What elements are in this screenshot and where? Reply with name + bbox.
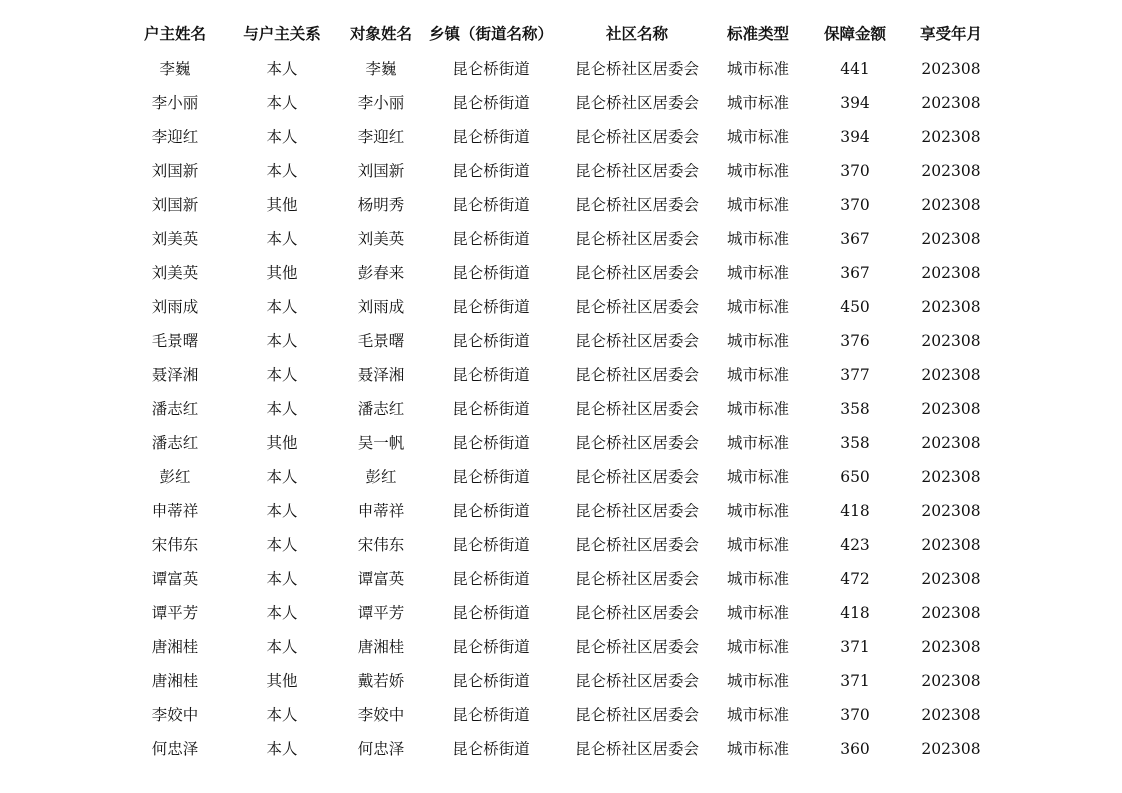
cell-township: 昆仑桥街道 <box>452 638 530 656</box>
cell-standard-type: 城市标准 <box>726 264 789 282</box>
table-row <box>0 52 1122 86</box>
cell-community: 昆仑桥社区居委会 <box>574 298 699 316</box>
table-row <box>0 732 1122 766</box>
table-row <box>0 256 1122 290</box>
cell-standard-type: 城市标准 <box>726 468 789 486</box>
cell-township: 昆仑桥街道 <box>452 740 530 758</box>
cell-householder-name: 彭红 <box>159 468 191 486</box>
cell-period: 202308 <box>921 434 981 452</box>
cell-amount: 394 <box>840 94 870 112</box>
cell-community: 昆仑桥社区居委会 <box>574 570 699 588</box>
cell-relation: 本人 <box>266 60 298 78</box>
cell-period: 202308 <box>921 706 981 724</box>
cell-householder-name: 谭富英 <box>151 570 199 588</box>
cell-householder-name: 唐湘桂 <box>151 672 199 690</box>
cell-relation: 其他 <box>266 264 298 282</box>
cell-community: 昆仑桥社区居委会 <box>574 468 699 486</box>
cell-standard-type: 城市标准 <box>726 570 789 588</box>
cell-township: 昆仑桥街道 <box>452 60 530 78</box>
cell-amount: 370 <box>840 706 870 724</box>
cell-township: 昆仑桥街道 <box>452 128 530 146</box>
cell-community: 昆仑桥社区居委会 <box>574 638 699 656</box>
cell-householder-name: 何忠泽 <box>151 740 199 758</box>
cell-township: 昆仑桥街道 <box>452 604 530 622</box>
cell-township: 昆仑桥街道 <box>452 332 530 350</box>
cell-community: 昆仑桥社区居委会 <box>574 400 699 418</box>
cell-recipient-name: 聂泽湘 <box>357 366 405 384</box>
cell-householder-name: 李迎红 <box>151 128 199 146</box>
cell-standard-type: 城市标准 <box>726 366 789 384</box>
cell-householder-name: 李巍 <box>159 60 191 78</box>
table-row <box>0 698 1122 732</box>
cell-township: 昆仑桥街道 <box>452 196 530 214</box>
cell-amount: 367 <box>840 264 870 282</box>
cell-period: 202308 <box>921 366 981 384</box>
cell-amount: 370 <box>840 196 870 214</box>
cell-householder-name: 刘国新 <box>151 196 199 214</box>
cell-relation: 本人 <box>266 332 298 350</box>
table-row <box>0 494 1122 528</box>
cell-community: 昆仑桥社区居委会 <box>574 434 699 452</box>
header-period: 享受年月 <box>919 25 982 43</box>
cell-amount: 358 <box>840 434 870 452</box>
cell-amount: 358 <box>840 400 870 418</box>
table-row <box>0 426 1122 460</box>
cell-recipient-name: 谭平芳 <box>357 604 405 622</box>
cell-period: 202308 <box>921 604 981 622</box>
cell-standard-type: 城市标准 <box>726 502 789 520</box>
cell-relation: 本人 <box>266 638 298 656</box>
cell-householder-name: 刘美英 <box>151 230 199 248</box>
cell-relation: 其他 <box>266 196 298 214</box>
cell-standard-type: 城市标准 <box>726 60 789 78</box>
cell-recipient-name: 彭红 <box>365 468 397 486</box>
cell-standard-type: 城市标准 <box>726 536 789 554</box>
cell-relation: 本人 <box>266 604 298 622</box>
cell-recipient-name: 李姣中 <box>357 706 405 724</box>
cell-standard-type: 城市标准 <box>726 434 789 452</box>
cell-relation: 本人 <box>266 230 298 248</box>
cell-amount: 376 <box>840 332 870 350</box>
cell-period: 202308 <box>921 468 981 486</box>
table-row <box>0 460 1122 494</box>
cell-standard-type: 城市标准 <box>726 128 789 146</box>
cell-amount: 472 <box>840 570 870 588</box>
cell-township: 昆仑桥街道 <box>452 672 530 690</box>
cell-householder-name: 李姣中 <box>151 706 199 724</box>
cell-relation: 本人 <box>266 298 298 316</box>
cell-householder-name: 刘美英 <box>151 264 199 282</box>
cell-township: 昆仑桥街道 <box>452 536 530 554</box>
cell-relation: 本人 <box>266 366 298 384</box>
cell-recipient-name: 李迎红 <box>357 128 405 146</box>
cell-amount: 650 <box>840 468 870 486</box>
cell-community: 昆仑桥社区居委会 <box>574 706 699 724</box>
cell-householder-name: 潘志红 <box>151 434 199 452</box>
cell-amount: 367 <box>840 230 870 248</box>
table-row <box>0 86 1122 120</box>
cell-period: 202308 <box>921 230 981 248</box>
cell-amount: 370 <box>840 162 870 180</box>
table-row <box>0 664 1122 698</box>
cell-recipient-name: 唐湘桂 <box>357 638 405 656</box>
cell-township: 昆仑桥街道 <box>452 434 530 452</box>
cell-amount: 371 <box>840 638 870 656</box>
cell-standard-type: 城市标准 <box>726 230 789 248</box>
cell-recipient-name: 李巍 <box>365 60 397 78</box>
table-row <box>0 324 1122 358</box>
cell-period: 202308 <box>921 332 981 350</box>
cell-period: 202308 <box>921 264 981 282</box>
cell-recipient-name: 谭富英 <box>357 570 405 588</box>
cell-relation: 本人 <box>266 400 298 418</box>
cell-relation: 本人 <box>266 94 298 112</box>
cell-recipient-name: 毛景曙 <box>357 332 405 350</box>
cell-recipient-name: 潘志红 <box>357 400 405 418</box>
cell-relation: 本人 <box>266 536 298 554</box>
cell-community: 昆仑桥社区居委会 <box>574 332 699 350</box>
cell-period: 202308 <box>921 94 981 112</box>
cell-community: 昆仑桥社区居委会 <box>574 60 699 78</box>
cell-householder-name: 潘志红 <box>151 400 199 418</box>
cell-township: 昆仑桥街道 <box>452 502 530 520</box>
header-standard-type: 标准类型 <box>726 25 789 43</box>
cell-period: 202308 <box>921 400 981 418</box>
cell-relation: 本人 <box>266 128 298 146</box>
cell-standard-type: 城市标准 <box>726 332 789 350</box>
cell-relation: 其他 <box>266 672 298 690</box>
cell-amount: 360 <box>840 740 870 758</box>
cell-standard-type: 城市标准 <box>726 706 789 724</box>
cell-householder-name: 刘雨成 <box>151 298 199 316</box>
cell-recipient-name: 彭春来 <box>357 264 405 282</box>
cell-amount: 423 <box>840 536 870 554</box>
cell-recipient-name: 刘国新 <box>357 162 405 180</box>
cell-amount: 441 <box>840 60 870 78</box>
cell-amount: 418 <box>840 502 870 520</box>
cell-householder-name: 申蒂祥 <box>151 502 199 520</box>
cell-recipient-name: 杨明秀 <box>357 196 405 214</box>
cell-recipient-name: 吴一帆 <box>357 434 405 452</box>
cell-community: 昆仑桥社区居委会 <box>574 230 699 248</box>
table-row <box>0 562 1122 596</box>
header-householder-name: 户主姓名 <box>143 25 206 43</box>
cell-period: 202308 <box>921 570 981 588</box>
cell-period: 202308 <box>921 162 981 180</box>
cell-amount: 371 <box>840 672 870 690</box>
cell-householder-name: 宋伟东 <box>151 536 199 554</box>
cell-standard-type: 城市标准 <box>726 94 789 112</box>
cell-community: 昆仑桥社区居委会 <box>574 94 699 112</box>
cell-relation: 本人 <box>266 468 298 486</box>
cell-township: 昆仑桥街道 <box>452 230 530 248</box>
cell-community: 昆仑桥社区居委会 <box>574 604 699 622</box>
cell-period: 202308 <box>921 536 981 554</box>
table-row <box>0 392 1122 426</box>
cell-community: 昆仑桥社区居委会 <box>574 128 699 146</box>
cell-community: 昆仑桥社区居委会 <box>574 162 699 180</box>
cell-community: 昆仑桥社区居委会 <box>574 502 699 520</box>
table-row <box>0 188 1122 222</box>
cell-relation: 本人 <box>266 162 298 180</box>
table-row <box>0 154 1122 188</box>
cell-householder-name: 唐湘桂 <box>151 638 199 656</box>
table-row <box>0 120 1122 154</box>
cell-period: 202308 <box>921 672 981 690</box>
header-recipient-name: 对象姓名 <box>349 25 412 43</box>
header-township: 乡镇（街道名称） <box>428 25 553 43</box>
cell-amount: 418 <box>840 604 870 622</box>
table-header-row <box>0 17 1122 51</box>
cell-period: 202308 <box>921 196 981 214</box>
cell-community: 昆仑桥社区居委会 <box>574 196 699 214</box>
table-row <box>0 596 1122 630</box>
cell-period: 202308 <box>921 740 981 758</box>
cell-relation: 其他 <box>266 434 298 452</box>
cell-community: 昆仑桥社区居委会 <box>574 672 699 690</box>
cell-community: 昆仑桥社区居委会 <box>574 366 699 384</box>
cell-period: 202308 <box>921 298 981 316</box>
cell-standard-type: 城市标准 <box>726 400 789 418</box>
cell-period: 202308 <box>921 638 981 656</box>
table-row <box>0 222 1122 256</box>
cell-householder-name: 聂泽湘 <box>151 366 199 384</box>
cell-amount: 394 <box>840 128 870 146</box>
cell-township: 昆仑桥街道 <box>452 264 530 282</box>
cell-period: 202308 <box>921 60 981 78</box>
cell-householder-name: 毛景曙 <box>151 332 199 350</box>
cell-township: 昆仑桥街道 <box>452 94 530 112</box>
header-relation: 与户主关系 <box>243 25 321 43</box>
cell-recipient-name: 刘美英 <box>357 230 405 248</box>
cell-householder-name: 李小丽 <box>151 94 199 112</box>
cell-standard-type: 城市标准 <box>726 638 789 656</box>
cell-standard-type: 城市标准 <box>726 162 789 180</box>
header-amount: 保障金额 <box>823 25 886 43</box>
cell-standard-type: 城市标准 <box>726 740 789 758</box>
table-row <box>0 630 1122 664</box>
cell-township: 昆仑桥街道 <box>452 298 530 316</box>
table-row <box>0 358 1122 392</box>
cell-township: 昆仑桥街道 <box>452 706 530 724</box>
cell-standard-type: 城市标准 <box>726 672 789 690</box>
cell-relation: 本人 <box>266 502 298 520</box>
cell-township: 昆仑桥街道 <box>452 162 530 180</box>
cell-township: 昆仑桥街道 <box>452 468 530 486</box>
cell-standard-type: 城市标准 <box>726 298 789 316</box>
cell-amount: 377 <box>840 366 870 384</box>
cell-relation: 本人 <box>266 570 298 588</box>
cell-recipient-name: 刘雨成 <box>357 298 405 316</box>
table-row <box>0 528 1122 562</box>
cell-community: 昆仑桥社区居委会 <box>574 536 699 554</box>
cell-period: 202308 <box>921 128 981 146</box>
cell-householder-name: 刘国新 <box>151 162 199 180</box>
cell-relation: 本人 <box>266 706 298 724</box>
cell-standard-type: 城市标准 <box>726 196 789 214</box>
cell-recipient-name: 申蒂祥 <box>357 502 405 520</box>
cell-relation: 本人 <box>266 740 298 758</box>
cell-township: 昆仑桥街道 <box>452 570 530 588</box>
cell-period: 202308 <box>921 502 981 520</box>
cell-recipient-name: 宋伟东 <box>357 536 405 554</box>
cell-community: 昆仑桥社区居委会 <box>574 740 699 758</box>
cell-amount: 450 <box>840 298 870 316</box>
cell-householder-name: 谭平芳 <box>151 604 199 622</box>
cell-community: 昆仑桥社区居委会 <box>574 264 699 282</box>
cell-standard-type: 城市标准 <box>726 604 789 622</box>
cell-township: 昆仑桥街道 <box>452 366 530 384</box>
cell-township: 昆仑桥街道 <box>452 400 530 418</box>
cell-recipient-name: 戴若娇 <box>357 672 405 690</box>
cell-recipient-name: 何忠泽 <box>357 740 405 758</box>
header-community: 社区名称 <box>605 25 668 43</box>
table-row <box>0 290 1122 324</box>
cell-recipient-name: 李小丽 <box>357 94 405 112</box>
